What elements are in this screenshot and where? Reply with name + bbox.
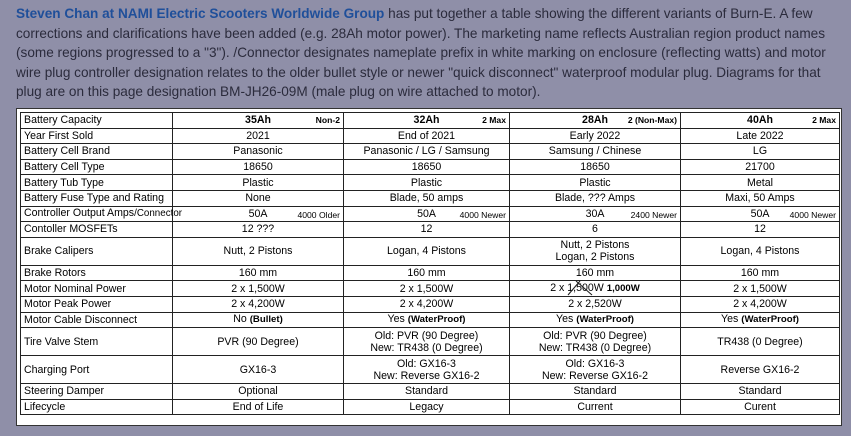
row-label: Motor Nominal Power <box>21 281 173 297</box>
intro-paragraph <box>16 4 838 102</box>
row-label: Battery Capacity <box>21 113 173 129</box>
table-cell: 2 x 1,500W <box>173 281 344 297</box>
table-cell: 2 x 1,500W <box>344 281 510 297</box>
table-cell: 21700 <box>681 159 840 175</box>
table-cell: 2 x 4,200W <box>681 296 840 312</box>
row-label: Battery Tub Type <box>21 175 173 191</box>
table-cell: GX16-3 <box>173 356 344 384</box>
table-cell: 50A 4000 Newer <box>344 206 510 222</box>
row-label: Brake Rotors <box>21 265 173 281</box>
table-cell: End of 2021 <box>344 128 510 144</box>
table-cell: 160 mm <box>681 265 840 281</box>
table-row <box>21 237 840 265</box>
table-cell: Logan, 4 Pistons <box>681 237 840 265</box>
strike-mark-icon <box>546 279 606 297</box>
table-cell: 2021 <box>173 128 344 144</box>
row-label: Battery Cell Type <box>21 159 173 175</box>
table-row <box>21 128 840 144</box>
table-cell: 2 x 2,520W <box>510 296 681 312</box>
table-cell: Yes (WaterProof) <box>344 312 510 328</box>
table-cell: Yes (WaterProof) <box>510 312 681 328</box>
table-row <box>21 159 840 175</box>
variants-table <box>20 112 840 415</box>
table-cell: 50A 4000 Older <box>173 206 344 222</box>
table-cell: 18650 <box>344 159 510 175</box>
table-row <box>21 399 840 415</box>
table-cell: 6 <box>510 222 681 238</box>
row-label: Controller Output Amps/Connector <box>21 206 173 222</box>
table-header-row <box>21 113 840 129</box>
table-cell: 12 ??? <box>173 222 344 238</box>
row-label: Year First Sold <box>21 128 173 144</box>
table-row <box>21 175 840 191</box>
table-cell: PVR (90 Degree) <box>173 328 344 356</box>
row-label: Tire Valve Stem <box>21 328 173 356</box>
table-cell: Curent <box>681 399 840 415</box>
table-cell: Early 2022 <box>510 128 681 144</box>
table-cell: Plastic <box>173 175 344 191</box>
row-label: Contoller MOSFETs <box>21 222 173 238</box>
table-cell: 160 mm <box>344 265 510 281</box>
table-cell: Plastic <box>510 175 681 191</box>
table-cell: Maxi, 50 Amps <box>681 190 840 206</box>
row-label: Charging Port <box>21 356 173 384</box>
table-row <box>21 328 840 356</box>
table-cell: Late 2022 <box>681 128 840 144</box>
table-row <box>21 296 840 312</box>
intro-text: has put together a table showing the different variants of Burn-E. A few corrections and clarifications have been added (e.g. 28Ah motor power). The marketing name reflects Australian region product names (some regions progressed to a "3"). /Connector designates nameplate prefix in white marking on enclosure (reflecting watts) and motor wire plug controller designation relates to the older bullet style or newer "quick disconnect" waterproof modular plug. Diagrams for that plug are on this page designation BM-JH26-09M (male plug on wire attached to motor). <box>16 6 826 100</box>
table-cell: Legacy <box>344 399 510 415</box>
row-label: Motor Peak Power <box>21 296 173 312</box>
table-cell: 160 mm <box>510 265 681 281</box>
table-cell: Panasonic <box>173 144 344 160</box>
col-header: 32Ah 2 Max <box>344 113 510 129</box>
table-cell: 2 x 1,500W 1,000W <box>510 281 681 297</box>
table-cell: Old: GX16-3 New: Reverse GX16-2 <box>510 356 681 384</box>
table-cell: None <box>173 190 344 206</box>
table-cell: Old: GX16-3 New: Reverse GX16-2 <box>344 356 510 384</box>
table-cell: Standard <box>344 384 510 400</box>
table-cell: End of Life <box>173 399 344 415</box>
struck-value: 2 x 1,500W <box>550 282 604 294</box>
table-row <box>21 144 840 160</box>
table-cell: 12 <box>681 222 840 238</box>
row-label: Motor Cable Disconnect <box>21 312 173 328</box>
table-row <box>21 222 840 238</box>
table-cell: 160 mm <box>173 265 344 281</box>
table-cell: Standard <box>681 384 840 400</box>
row-label: Battery Cell Brand <box>21 144 173 160</box>
table-cell: 18650 <box>173 159 344 175</box>
table-cell: Reverse GX16-2 <box>681 356 840 384</box>
table-cell: Old: PVR (90 Degree) New: TR438 (0 Degree) <box>510 328 681 356</box>
table-cell: Samsung / Chinese <box>510 144 681 160</box>
table-row <box>21 190 840 206</box>
table-row <box>21 312 840 328</box>
table-cell: Optional <box>173 384 344 400</box>
table-cell: Yes (WaterProof) <box>681 312 840 328</box>
row-label: Brake Calipers <box>21 237 173 265</box>
table-cell: 18650 <box>510 159 681 175</box>
row-label: Lifecycle <box>21 399 173 415</box>
col-header: 35Ah Non-2 <box>173 113 344 129</box>
table-row <box>21 265 840 281</box>
table-row <box>21 384 840 400</box>
table-row <box>21 356 840 384</box>
col-header: 40Ah 2 Max <box>681 113 840 129</box>
table-cell: Old: PVR (90 Degree) New: TR438 (0 Degree) <box>344 328 510 356</box>
author-link[interactable]: Steven Chan at NAMI Electric Scooters Worldwide Group <box>16 6 385 21</box>
table-cell: Nutt, 2 Pistons Logan, 2 Pistons <box>510 237 681 265</box>
table-cell: 2 x 4,200W <box>173 296 344 312</box>
row-label: Steering Damper <box>21 384 173 400</box>
table-cell: Blade, ??? Amps <box>510 190 681 206</box>
table-cell: TR438 (0 Degree) <box>681 328 840 356</box>
table-cell: Blade, 50 amps <box>344 190 510 206</box>
table-row <box>21 206 840 222</box>
table-cell: 12 <box>344 222 510 238</box>
table-cell: No (Bullet) <box>173 312 344 328</box>
table-row <box>21 281 840 297</box>
table-cell: Current <box>510 399 681 415</box>
table-cell: Panasonic / LG / Samsung <box>344 144 510 160</box>
table-cell: 50A 4000 Newer <box>681 206 840 222</box>
variants-table-image <box>16 108 842 426</box>
table-cell: Plastic <box>344 175 510 191</box>
table-cell: 2 x 1,500W <box>681 281 840 297</box>
table-cell: 2 x 4,200W <box>344 296 510 312</box>
row-label: Battery Fuse Type and Rating <box>21 190 173 206</box>
table-cell: Metal <box>681 175 840 191</box>
table-cell: 30A 2400 Newer <box>510 206 681 222</box>
table-cell: Standard <box>510 384 681 400</box>
col-header: 28Ah 2 (Non-Max) <box>510 113 681 129</box>
table-cell: Nutt, 2 Pistons <box>173 237 344 265</box>
table-cell: Logan, 4 Pistons <box>344 237 510 265</box>
table-cell: LG <box>681 144 840 160</box>
